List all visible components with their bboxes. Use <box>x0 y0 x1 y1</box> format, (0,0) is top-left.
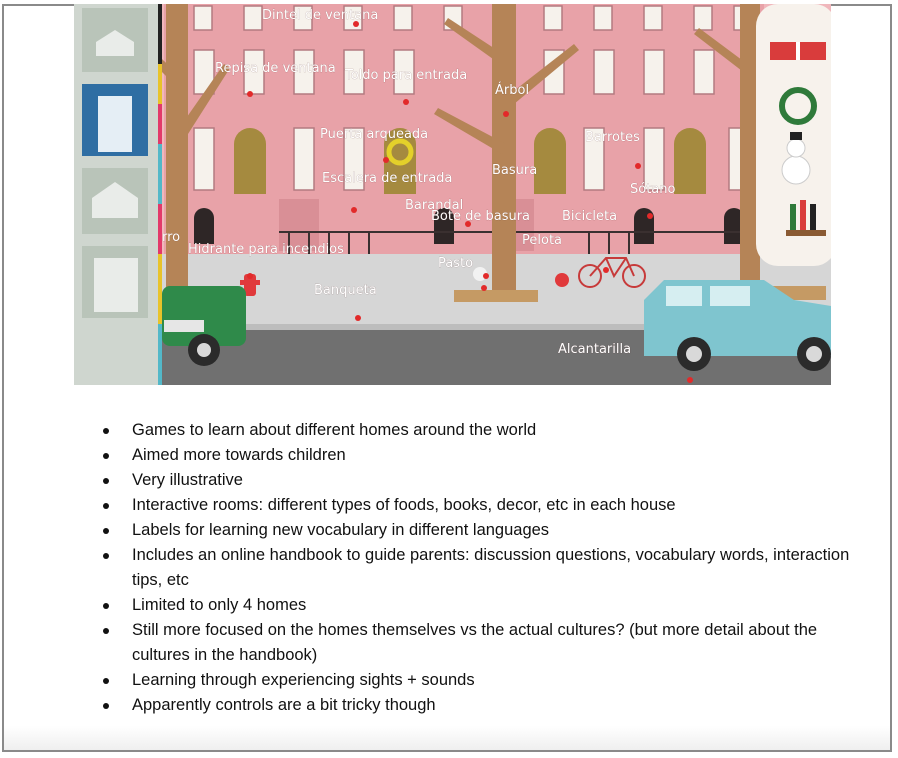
note-item: Limited to only 4 homes <box>100 593 860 618</box>
label-window-lintel: Dintel de ventana <box>262 8 379 23</box>
label-tree: Árbol <box>495 83 530 98</box>
tree-planter <box>454 290 538 302</box>
label-trash-can: Bote de basura <box>431 209 531 224</box>
note-item: Interactive rooms: different types of foods, books, decor, etc in each house <box>100 493 860 518</box>
note-item: Learning through experiencing sights + sounds <box>100 668 860 693</box>
label-ball: Pelota <box>522 233 563 248</box>
label-bicycle: Bicicleta <box>562 209 618 224</box>
color-strip <box>158 4 162 385</box>
note-item: Apparently controls are a bit tricky though <box>100 693 860 718</box>
label-sidewalk: Banqueta <box>314 283 377 298</box>
label-trash: Basura <box>492 163 538 178</box>
note-item: Very illustrative <box>100 468 860 493</box>
label-bars: Barrotes <box>585 130 640 145</box>
notes-bullet-list <box>100 418 860 718</box>
label-basement: Sótano <box>630 182 676 197</box>
label-entrance-stairs: Escalera de entrada <box>322 171 453 186</box>
note-item: Games to learn about different homes around the world <box>100 418 860 443</box>
note-item: Aimed more towards children <box>100 443 860 468</box>
note-item: Still more focused on the homes themselves vs the actual cultures? (but more detail about the cultures in the handbook) <box>100 618 860 668</box>
screenshot-street-scene <box>74 4 831 385</box>
label-partial-cut: rro <box>162 230 181 245</box>
snowman-icon[interactable] <box>782 156 810 184</box>
label-railing: Barandal <box>405 198 464 213</box>
label-fire-hydrant: Hidrante para incendios <box>188 242 344 257</box>
note-item: Includes an online handbook to guide parents: discussion questions, vocabulary words, interaction tips, etc <box>100 543 860 593</box>
label-window-sill: Repisa de ventana <box>215 61 336 76</box>
label-entrance-awning: Toldo para entrada <box>345 68 468 83</box>
frame-bottom-shade <box>4 726 890 750</box>
label-arched-door: Puerta arqueada <box>320 127 429 142</box>
label-sewer: Alcantarilla <box>558 342 632 357</box>
note-item: Labels for learning new vocabulary in different languages <box>100 518 860 543</box>
label-grass: Pasto <box>438 256 474 271</box>
ball <box>555 273 569 287</box>
